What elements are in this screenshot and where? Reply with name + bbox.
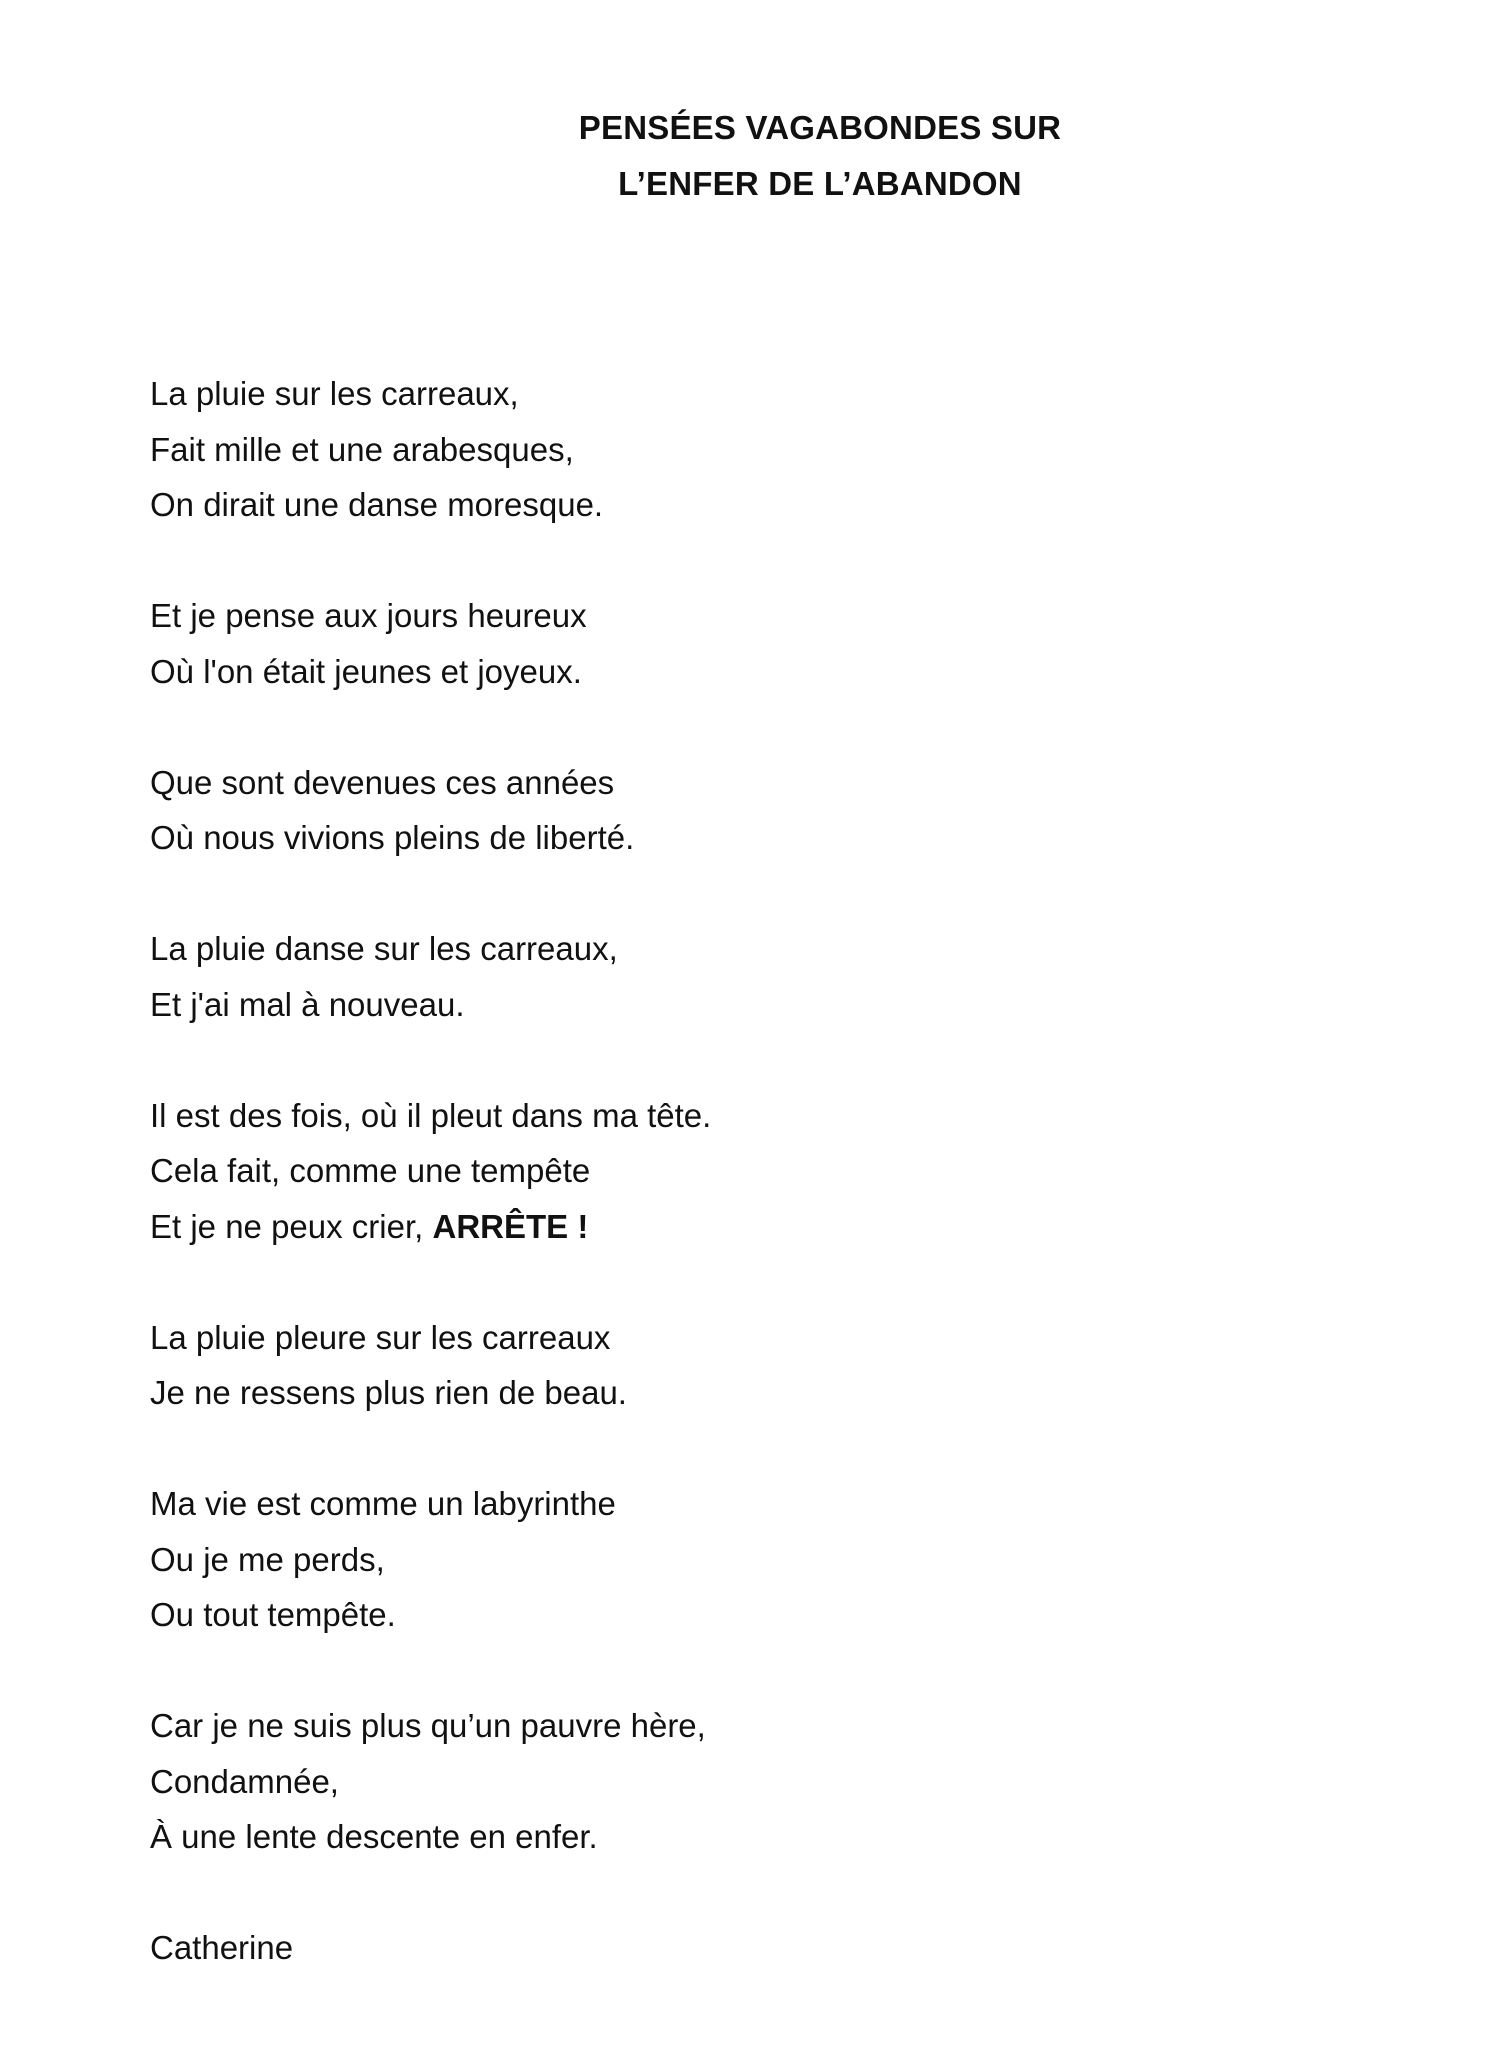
title-line-2: L’ENFER DE L’ABANDON (618, 165, 1022, 202)
title-line-1: PENSÉES VAGABONDES SUR (578, 109, 1062, 146)
verse-line: Où l'on était jeunes et joyeux. (150, 652, 582, 690)
stanza-6 (150, 1310, 1350, 1421)
verse-line: Et je pense aux jours heureux (150, 597, 587, 634)
verse-line: Condamnée, (150, 1762, 339, 1800)
stanza-4 (150, 921, 1350, 1032)
verse-line: La pluie sur les carreaux, (150, 375, 519, 412)
verse-line: Car je ne suis plus qu’un pauvre hère, (150, 1707, 706, 1744)
verse-line: La pluie pleure sur les carreaux (150, 1318, 611, 1356)
verse-line: Ma vie est comme un labyrinthe (150, 1485, 616, 1522)
verse-line: La pluie danse sur les carreaux, (150, 930, 618, 967)
emphasis-text: ARRÊTE ! (432, 1207, 589, 1245)
verse-line: Fait mille et une arabesques, (150, 430, 574, 468)
stanza-5 (150, 1088, 1350, 1255)
verse-line: Ou je me perds, (150, 1540, 385, 1578)
verse-line: Et j'ai mal à nouveau. (150, 985, 465, 1023)
verse-line: On dirait une danse moresque. (150, 486, 604, 523)
verse-line: Je ne ressens plus rien de beau. (150, 1374, 627, 1411)
verse-line: Cela fait, comme une tempête (150, 1152, 591, 1189)
stanza-3 (150, 755, 1350, 866)
stanza-8 (150, 1698, 1350, 1865)
stanza-7 (150, 1476, 1350, 1643)
verse-line-with-emphasis (150, 1199, 1350, 1255)
poem-title (0, 100, 1500, 212)
verse-line: Que sont devenues ces années (150, 763, 615, 801)
stanza-1 (150, 366, 1350, 533)
verse-line: À une lente descente en enfer. (150, 1818, 598, 1855)
poem-body (150, 366, 1350, 1976)
verse-line: Il est des fois, où il pleut dans ma tête. (150, 1096, 712, 1134)
verse-line: Où nous vivions pleins de liberté. (150, 819, 635, 856)
author-signature: Catherine (150, 1929, 294, 1966)
verse-line-prefix: Et je ne peux crier, (150, 1207, 433, 1245)
stanza-2 (150, 588, 1350, 699)
verse-line: Ou tout tempête. (150, 1596, 396, 1633)
